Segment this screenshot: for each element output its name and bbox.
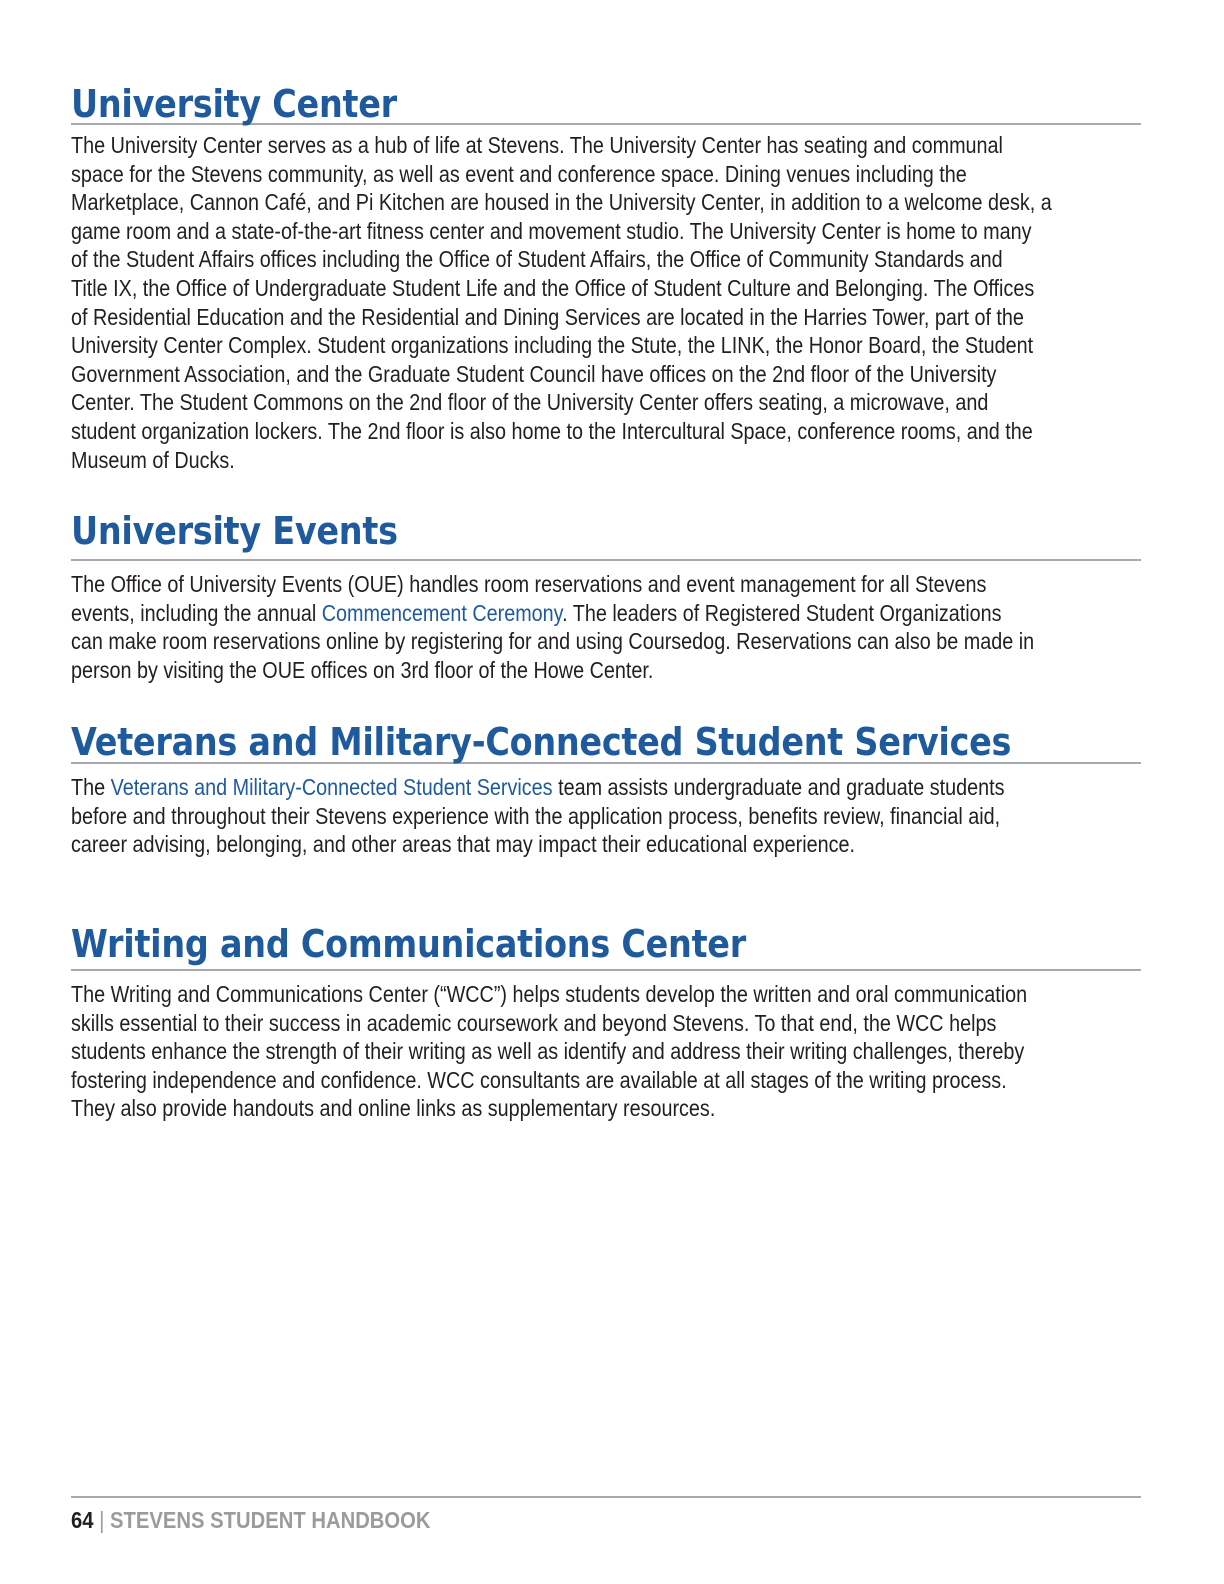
body-line: can make room reservations online by registering for and using Coursedog. Reservations can also be made in — [71, 628, 1035, 655]
body-line: The Office of University Events (OUE) handles room reservations and event management for all Stevens — [71, 571, 987, 597]
footer-separator: | — [99, 1507, 105, 1533]
body-line: game room and a state-of-the-art fitness center and movement studio. The University Center is home to many — [71, 217, 1032, 244]
section-heading: University Events — [71, 509, 398, 553]
heading-divider — [71, 559, 1141, 561]
section-body — [71, 773, 1141, 859]
body-line: space for the Stevens community, as well as event and conference space. Dining venues including the — [71, 160, 967, 187]
page-footer — [71, 1496, 1141, 1534]
body-line: The University Center serves as a hub of life at Stevens. The University Center has seating and communal — [71, 132, 1003, 158]
heading-divider — [71, 969, 1141, 971]
body-line: students enhance the strength of their writing as well as identify and address their writing challenges, thereby — [71, 1038, 1025, 1065]
section-writing-center — [71, 922, 1141, 1123]
body-line: Title IX, the Office of Undergraduate Student Life and the Office of Student Culture and Belonging. The Offices — [71, 274, 1035, 301]
handbook-title: STEVENS STUDENT HANDBOOK — [110, 1507, 431, 1533]
body-line: career advising, belonging, and other areas that may impact their educational experience. — [71, 831, 855, 858]
body-line: of the Student Affairs offices including the Office of Student Affairs, the Office of Community Standards and — [71, 246, 1003, 273]
body-line: fostering independence and confidence. WCC consultants are available at all stages of the writing process. — [71, 1066, 1007, 1093]
section-university-events — [71, 509, 1141, 684]
footer-text — [71, 1507, 1013, 1534]
section-body — [71, 131, 1141, 474]
section-heading: Writing and Communications Center — [71, 922, 746, 966]
body-line: person by visiting the OUE offices on 3rd floor of the Howe Center. — [71, 656, 654, 683]
body-line — [71, 773, 1146, 802]
body-line: The Writing and Communications Center (“WCC”) helps students develop the written and oral communication — [71, 981, 1028, 1007]
section-body — [71, 570, 1141, 684]
body-text: . The leaders of Registered Student Organizations — [562, 599, 1002, 626]
body-line: University Center Complex. Student organizations including the Stute, the LINK, the Honor Board, the Student — [71, 332, 1034, 359]
section-body — [71, 980, 1141, 1123]
body-line: Museum of Ducks. — [71, 446, 235, 473]
body-line: skills essential to their success in academic coursework and beyond Stevens. To that end, the WCC helps — [71, 1009, 997, 1036]
section-university-center — [71, 82, 1141, 474]
body-line: Marketplace, Cannon Café, and Pi Kitchen are housed in the University Center, in addition to a welcome desk, a — [71, 189, 1052, 216]
body-line: before and throughout their Stevens experience with the application process, benefits review, financial aid, — [71, 802, 1001, 829]
commencement-ceremony-link[interactable]: Commencement Ceremony — [321, 599, 563, 626]
body-text: events, including the annual — [71, 599, 322, 626]
veterans-services-link[interactable]: Veterans and Military-Connected Student Services — [110, 774, 553, 800]
body-text: team assists undergraduate and graduate students — [552, 774, 1005, 800]
body-line: of Residential Education and the Residential and Dining Services are located in the Harries Tower, part of the — [71, 303, 1024, 330]
body-text: The — [71, 774, 111, 800]
section-heading: Veterans and Military-Connected Student Services — [71, 720, 1012, 764]
body-line — [71, 599, 1146, 628]
body-line: student organization lockers. The 2nd floor is also home to the Intercultural Space, conference rooms, and the — [71, 417, 1033, 444]
body-line: They also provide handouts and online links as supplementary resources. — [71, 1095, 716, 1122]
page-number: 64 — [71, 1507, 94, 1533]
body-line: Government Association, and the Graduate Student Council have offices on the 2nd floor of the University — [71, 360, 997, 387]
footer-divider — [71, 1496, 1141, 1498]
body-line: Center. The Student Commons on the 2nd floor of the University Center offers seating, a microwave, and — [71, 389, 989, 416]
section-heading: University Center — [71, 82, 397, 126]
section-veterans-services — [71, 720, 1141, 859]
